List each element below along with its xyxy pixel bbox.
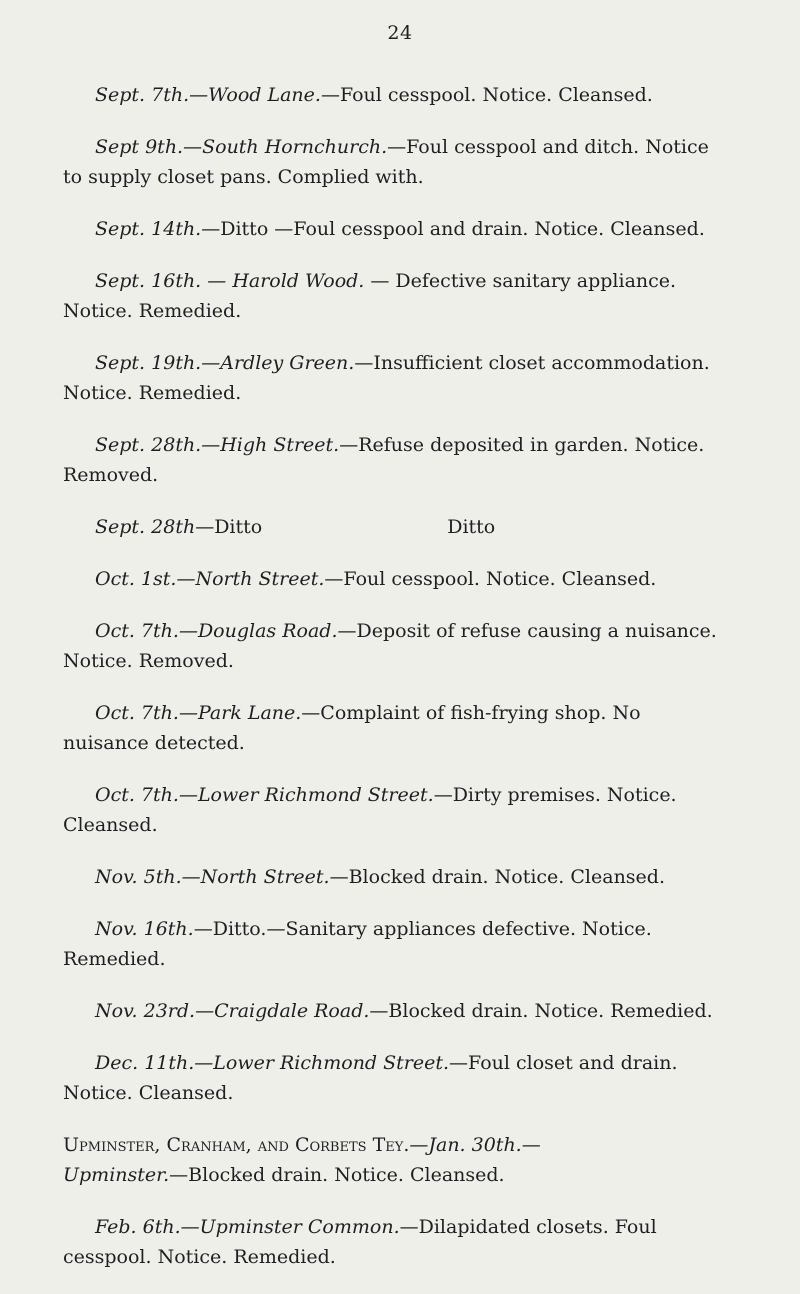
entry-date: Sept. 16th. (95, 270, 202, 292)
entry-date: Sept. 19th. (95, 352, 202, 374)
entry (95, 80, 747, 110)
entry-date: Sept. 28th (95, 516, 196, 538)
entry-line (95, 512, 747, 542)
entry-line-continued (63, 460, 747, 490)
entry-text: — Defective sanitary appliance. (364, 270, 677, 292)
entry-place: —High Street. (201, 434, 340, 456)
entry-place: —Craigdale Road. (195, 1000, 370, 1022)
entry-date: Nov. 5th. (95, 866, 182, 888)
entry-date: Sept. 14th. (95, 218, 202, 240)
entry-text-ditto: Ditto (447, 516, 496, 538)
entry (63, 914, 747, 974)
entry-date: Sept 9th. (95, 136, 184, 158)
entry-text: —Ditto.—Sanitary appliances defective. Notice. (193, 918, 652, 940)
entry-line-continued (63, 646, 747, 676)
entry-line (95, 564, 747, 594)
entry-text: Removed. (63, 464, 159, 486)
page-number: 24 (387, 22, 413, 44)
entry-text: —Deposit of refuse causing a nuisance. (337, 620, 717, 642)
entry-line (95, 214, 747, 244)
entry-date: Oct. 7th. (95, 702, 179, 724)
entry (63, 266, 747, 326)
entry (63, 698, 747, 758)
entry-place: —Douglas Road. (178, 620, 338, 642)
entry-line-continued (63, 728, 747, 758)
entry-text: —Blocked drain. Notice. Cleansed. (329, 866, 665, 888)
entry-line (95, 132, 747, 162)
entry-date: Nov. 16th. (95, 918, 194, 940)
entry-line (95, 780, 747, 810)
entry-place: —Lower Richmond Street. (178, 784, 434, 806)
entry-text: Cleansed. (63, 814, 158, 836)
entry-line (95, 616, 747, 646)
entry-text: —Complaint of fish-frying shop. No (301, 702, 641, 724)
entry-line-continued (63, 162, 747, 192)
entry-date: Nov. 23rd. (95, 1000, 196, 1022)
district-heading: Upminster, Cranham, and Corbets Tey. (63, 1134, 410, 1156)
entry-date: Feb. 6th. (95, 1216, 181, 1238)
entry-text: —Foul closet and drain. (449, 1052, 678, 1074)
entry-text: —Blocked drain. Notice. Remedied. (369, 1000, 713, 1022)
entry-text: Notice. Removed. (63, 650, 234, 672)
entry-line (95, 430, 747, 460)
entry-line-continued (63, 1242, 747, 1272)
entry-line (95, 698, 747, 728)
entry-text: —Ditto —Foul cesspool and drain. Notice. Cleansed. (201, 218, 705, 240)
entry (95, 564, 747, 594)
entry-date: Oct. 7th. (95, 784, 179, 806)
entry-date: Sept. 28th. (95, 434, 202, 456)
entry-text: —Ditto (195, 516, 263, 538)
entry-text: Notice. Remedied. (63, 382, 242, 404)
entry (63, 616, 747, 676)
entry (63, 1130, 747, 1190)
entry (63, 780, 747, 840)
entry-line (95, 348, 747, 378)
entry-line (95, 914, 747, 944)
entry-place: Upminster. (63, 1164, 170, 1186)
entry-place: —Park Lane. (178, 702, 302, 724)
entry-line (95, 996, 747, 1026)
entry-place: —Wood Lane. (189, 84, 321, 106)
entry-text: Remedied. (63, 948, 166, 970)
entry-text: Notice. Remedied. (63, 300, 242, 322)
entry-place: —North Street. (181, 866, 330, 888)
entry-text: —Dilapidated closets. Foul (399, 1216, 657, 1238)
entry-date: Oct. 7th. (95, 620, 179, 642)
entry-place: —Ardley Green. (201, 352, 355, 374)
entry (95, 512, 747, 542)
entry-line-continued (63, 1160, 747, 1190)
entry-text: —Foul cesspool. Notice. Cleansed. (320, 84, 653, 106)
entry-date: —Jan. 30th.— (409, 1134, 541, 1156)
entry (63, 1212, 747, 1272)
entry-line-continued (63, 944, 747, 974)
entry-line-continued (63, 378, 747, 408)
entry (95, 996, 747, 1026)
entry-line (95, 1212, 747, 1242)
entry-date: Oct. 1st. (95, 568, 177, 590)
entry-place: —North Street. (176, 568, 325, 590)
entry (95, 862, 747, 892)
entry-date: Sept. 7th. (95, 84, 190, 106)
entry-place: —Lower Richmond Street. (194, 1052, 450, 1074)
entry-line-continued (63, 1078, 747, 1108)
entry (63, 1048, 747, 1108)
entry (63, 430, 747, 490)
entry-line-continued (63, 296, 747, 326)
entry-text: —Blocked drain. Notice. Cleansed. (169, 1164, 505, 1186)
entry-line (95, 266, 747, 296)
entry-place: —Upminster Common. (180, 1216, 400, 1238)
entries-list (63, 80, 747, 1294)
entry-text: —Refuse deposited in garden. Notice. (339, 434, 705, 456)
entry-text: Notice. Cleansed. (63, 1082, 234, 1104)
entry-text: —Foul cesspool. Notice. Cleansed. (324, 568, 657, 590)
entry-line (63, 1130, 747, 1160)
entry (63, 132, 747, 192)
entry-line-continued (63, 810, 747, 840)
entry-line (95, 1048, 747, 1078)
entry-text: —Insufficient closet accommodation. (354, 352, 710, 374)
entry-text: —Dirty premises. Notice. (433, 784, 677, 806)
entry-line (95, 862, 747, 892)
entry-date: Dec. 11th. (95, 1052, 195, 1074)
entry-text: cesspool. Notice. Remedied. (63, 1246, 336, 1268)
entry (95, 214, 747, 244)
entry-text: —Foul cesspool and ditch. Notice (387, 136, 709, 158)
entry (63, 348, 747, 408)
entry-place: —South Hornchurch. (183, 136, 388, 158)
entry-text: nuisance detected. (63, 732, 245, 754)
entry-line (95, 80, 747, 110)
entry-place: — Harold Wood. (201, 270, 365, 292)
entry-text: to supply closet pans. Complied with. (63, 166, 424, 188)
